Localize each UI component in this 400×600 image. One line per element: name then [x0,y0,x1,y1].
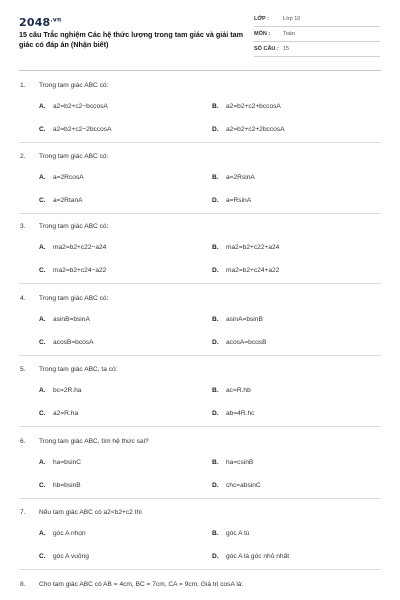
option-letter: A. [39,316,46,323]
option-letter: B. [212,459,219,466]
answer-option[interactable] [39,459,81,466]
answer-option[interactable] [212,197,251,204]
option-letter: A. [39,103,46,110]
option-letter: C. [39,267,46,274]
option-text: ma2=b2+c24+a22 [226,267,280,274]
option-text: a=2RcosA [53,174,84,181]
question-number: 8. [20,581,26,588]
option-text: ab=4R.hc [226,410,255,417]
option-text: góc A vuông [53,553,89,560]
answer-option[interactable] [39,174,84,181]
option-letter: C. [39,410,46,417]
meta-count [254,44,380,57]
answer-option[interactable] [39,267,106,274]
option-text: góc A nhọn [53,530,86,537]
question-divider [19,142,381,143]
option-text: a2=b2+c2−bccosA [53,103,108,110]
option-text: góc A là góc nhỏ nhất [226,553,290,560]
answer-option[interactable] [212,174,255,181]
option-letter: D. [212,126,219,133]
option-letter: D. [212,410,219,417]
question-divider [19,569,381,570]
question-number: 4. [20,295,26,302]
header-divider [19,70,381,71]
answer-option[interactable] [39,387,81,394]
option-letter: C. [39,197,46,204]
option-text: ac=R.hb [226,387,251,394]
option-text: ha=bsinC [53,459,82,466]
answer-option[interactable] [39,553,89,560]
meta-class [254,14,380,27]
answer-option[interactable] [39,482,81,489]
meta-value: 15 [283,46,290,52]
answer-option[interactable] [212,316,263,323]
question-number: 3. [20,223,26,230]
worksheet-title: 15 câu Trắc nghiệm Các hệ thức lượng trong tam giác và giải tam giác có đáp án (Nhận biết) [19,30,244,49]
option-letter: C. [39,553,46,560]
option-text: chc=absinC [226,482,261,489]
option-text: ma2=b2+c22+a24 [226,244,280,251]
option-text: acosB=bcosA [53,339,94,346]
site-logo[interactable]: $2048^{.vn}$ [19,16,62,29]
answer-option[interactable] [212,530,249,537]
question-text: Trong tam giác ABC có: [39,295,109,302]
answer-option[interactable] [212,387,251,394]
answer-option[interactable] [212,267,279,274]
question-number: 1. [20,82,26,89]
option-text: a2=b2+c2+bccosA [226,103,281,110]
option-text: góc A tù [226,530,250,537]
answer-option[interactable] [212,482,261,489]
option-letter: A. [39,244,46,251]
meta-label: MÔN : [254,31,271,37]
option-letter: B. [212,244,219,251]
option-text: a=2RsinA [226,174,255,181]
answer-option[interactable] [39,126,111,133]
option-letter: D. [212,197,219,204]
option-letter: B. [212,103,219,110]
answer-option[interactable] [212,103,281,110]
option-text: ma2=b2+c22−a24 [53,244,107,251]
option-letter: B. [212,387,219,394]
option-text: acosA=bcosB [226,339,267,346]
answer-option[interactable] [212,459,253,466]
question-number: 7. [20,509,26,516]
option-letter: B. [212,530,219,537]
question-divider [19,283,381,284]
question-text: Nếu tam giác ABC có a2<b2+c2 thì [39,509,142,516]
option-letter: A. [39,459,46,466]
question-number: 6. [20,438,26,445]
question-text: Trong tam giác ABC có: [39,82,109,89]
option-letter: D. [212,267,219,274]
option-text: a2=b2+c2−2bccosA [53,126,112,133]
question-divider [19,426,381,427]
question-text: Trong tam giác ABC, tìm hệ thức sai? [39,438,149,445]
meta-subject [254,29,380,42]
answer-option[interactable] [39,339,94,346]
option-text: asinB=bsinA [53,316,90,323]
meta-value: Lớp 10 [283,16,301,22]
answer-option[interactable] [39,316,90,323]
question-number: 2. [20,153,26,160]
option-text: a=RsinA [226,197,252,204]
answer-option[interactable] [212,244,279,251]
option-letter: A. [39,174,46,181]
option-letter: D. [212,482,219,489]
question-divider [19,213,381,214]
question-text: Trong tam giác ABC, ta có: [39,366,118,373]
question-number: 5. [20,366,26,373]
option-letter: A. [39,530,46,537]
worksheet-header [0,0,400,72]
option-letter: C. [39,126,46,133]
meta-label: SỐ CÂU : [254,46,279,52]
option-text: asinA=bsinB [226,316,263,323]
answer-option[interactable] [39,197,83,204]
answer-option[interactable] [212,410,254,417]
option-letter: A. [39,387,46,394]
option-text: a2=b2+c2+2bccosA [226,126,285,133]
answer-option[interactable] [39,103,108,110]
answer-option[interactable] [39,244,106,251]
option-text: ha=csinB [226,459,254,466]
option-letter: D. [212,553,219,560]
option-text: ma2=b2+c24−a22 [53,267,107,274]
meta-value: Toán [283,31,295,37]
answer-option[interactable] [39,410,78,417]
answer-option[interactable] [212,339,267,346]
option-text: bc=2R.ha [53,387,82,394]
answer-option[interactable] [212,126,284,133]
answer-option[interactable] [39,530,86,537]
option-text: a=2RtanA [53,197,83,204]
question-text: Trong tam giác ABC có: [39,153,109,160]
option-letter: C. [39,339,46,346]
option-letter: B. [212,316,219,323]
meta-label: LỚP : [254,16,269,22]
question-divider [19,355,381,356]
option-letter: C. [39,482,46,489]
question-text: Cho tam giác ABC có AB = 4cm, BC = 7cm, CA = 9cm. Giá trị cosA là: [39,581,244,588]
option-text: hb=bsinB [53,482,81,489]
question-divider [19,498,381,499]
answer-option[interactable] [212,553,289,560]
question-text: Trong tam giác ABC có: [39,223,109,230]
option-text: a2=R.ha [53,410,79,417]
option-letter: B. [212,174,219,181]
option-letter: D. [212,339,219,346]
